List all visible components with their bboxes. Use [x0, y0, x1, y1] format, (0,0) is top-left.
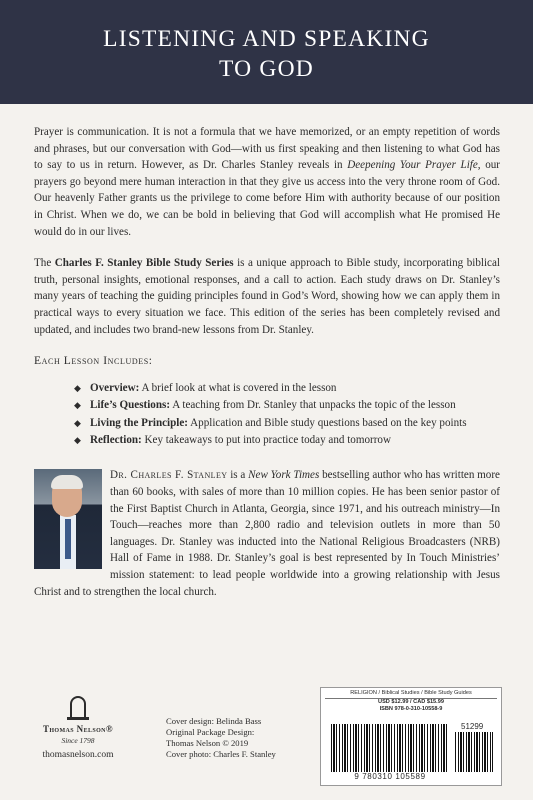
back-cover-footer — [0, 676, 533, 800]
list-item — [74, 432, 500, 449]
title-line-1: LISTENING AND SPEAKING — [103, 26, 430, 52]
series-name: Charles F. Stanley Bible Study Series — [54, 257, 234, 270]
lesson-list — [34, 380, 500, 450]
author-text — [34, 467, 500, 600]
lesson-term: Overview: — [90, 381, 140, 394]
barcode-bars — [331, 724, 449, 772]
barcode-price: USD $12.99 / CAD $15.99 — [378, 699, 444, 705]
author-photo — [34, 469, 102, 569]
book-title: Deepening Your Prayer Life, — [347, 159, 481, 172]
bullet-icon: ◆ — [74, 400, 81, 411]
series-paragraph — [34, 255, 500, 338]
lesson-desc: A teaching from Dr. Stanley that unpacks the topic of the lesson — [170, 399, 456, 412]
lesson-desc: Application and Bible study questions based on the key points — [188, 416, 467, 429]
barcode-box — [320, 687, 502, 786]
barcode-addon-bars — [455, 732, 493, 772]
publisher-brand: Thomas Nelson® — [42, 724, 114, 734]
title-banner — [0, 0, 533, 104]
title-line-2: TO GOD — [219, 56, 314, 82]
lesson-term: Reflection: — [90, 433, 142, 446]
author-text-b: bestselling author who has written more than 60 books, with sales of more than 10 million copies. He has been senior pastor of the First Baptist Church in Atlanta, Georgia, since 1971, and his outreach ministry—In Touch—reaches more than 2,800 radio and television outlets in more than 50 languages. Dr. Stanley was inducted into the National Religious Broadcasters (NRB) Hall of Fame in 1988. Dr. Stanley’s goal is best represented by In Touch Ministries’ mission statement: to lead people worldwide into a growing relationship with Jesus Christ and to strengthen the local church. — [34, 469, 500, 598]
publisher-logo — [32, 696, 124, 761]
cover-credits — [166, 716, 306, 760]
bullet-icon: ◆ — [74, 434, 81, 445]
credit-line: Cover photo: Charles F. Stanley — [166, 749, 276, 759]
list-item — [74, 415, 500, 432]
nyt-label: New York Times — [248, 469, 320, 482]
intro-text-after: our prayers go beyond mere human interaction in that they give us access into the very throne room of God. Our heavenly Father grants us the privilege to come before Him with authority because of our position in Christ. When we do, we can be bold in believing that God will accomplish what He promised He would do in our lives. — [34, 159, 500, 238]
list-item — [74, 380, 500, 397]
lesson-desc: A brief look at what is covered in the lesson — [139, 381, 337, 394]
intro-paragraph — [34, 124, 500, 240]
barcode-ean: 9 780310 105589 — [354, 772, 426, 781]
author-bio — [34, 467, 500, 607]
series-text: is a unique approach to Bible study, incorporating biblical truth, personal insights, emotional responses, and a call to action. Each study draws on Dr. Stanley’s many years of teaching the guiding principles found in God’s Word, showing how we can apply them in practical ways to every situation we face. This edition of the series has been completely revised and updated, and includes two brand-new lessons from Dr. Stanley. — [34, 257, 500, 336]
barcode-category: RELIGION / Biblical Studies / Bible Study Guides — [325, 690, 497, 699]
barcode-isbn: ISBN 978-0-310-10558-9 — [379, 706, 443, 712]
bullet-icon: ◆ — [74, 382, 81, 393]
lesson-term: Living the Principle: — [90, 416, 188, 429]
lesson-term: Life’s Questions: — [90, 399, 171, 412]
publisher-since: Since 1798 — [61, 736, 95, 745]
author-text-a: is a — [227, 469, 249, 482]
series-prefix: The — [34, 257, 55, 270]
publisher-url: thomasnelson.com — [42, 750, 114, 760]
list-item — [74, 397, 500, 414]
credit-line: Cover design: Belinda Bass — [166, 716, 262, 726]
barcode-addon: 51299 — [461, 722, 484, 731]
bullet-icon: ◆ — [74, 417, 81, 428]
back-cover-text — [34, 124, 500, 607]
lessons-heading: Each Lesson Includes: — [34, 355, 153, 368]
intro-text-before: Prayer is communication. It is not a formula that we have memorized, or an empty repetition of words and phrases, but our conversation with God—with us first speaking and then listening to what God has to say to us in return. However, as Dr. Charles Stanley reveals in — [34, 126, 500, 172]
author-name: Dr. Charles F. Stanley — [110, 469, 228, 482]
publisher-mark-icon — [67, 696, 89, 720]
lesson-desc: Key takeaways to put into practice today and tomorrow — [141, 433, 391, 446]
credit-line: Thomas Nelson © 2019 — [166, 738, 249, 748]
credit-line: Original Package Design: — [166, 727, 255, 737]
